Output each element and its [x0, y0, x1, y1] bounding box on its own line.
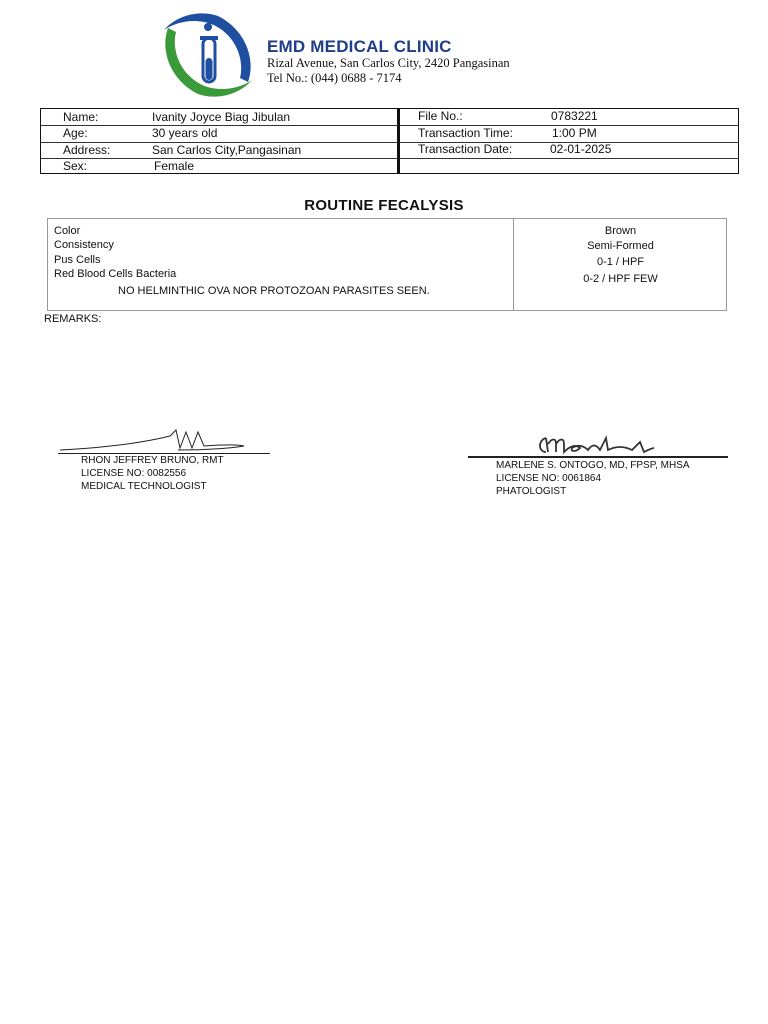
- table-divider: [397, 108, 400, 174]
- transaction-time-label: Transaction Time:: [418, 126, 513, 140]
- signatory-2-license: LICENSE NO: 0061864: [496, 473, 602, 484]
- clinic-name: EMD MEDICAL CLINIC: [267, 37, 452, 56]
- test-title: ROUTINE FECALYSIS: [304, 197, 464, 214]
- row-divider: [41, 125, 398, 126]
- pus-cells-label: Pus Cells: [54, 254, 101, 266]
- clinic-logo: [160, 10, 256, 100]
- name-label: Name:: [63, 110, 99, 124]
- consistency-value: Semi-Formed: [587, 240, 654, 252]
- consistency-label: Consistency: [54, 239, 114, 251]
- clinic-address: Rizal Avenue, San Carlos City, 2420 Pangasinan: [267, 56, 510, 70]
- file-no-value: 0783221: [551, 109, 598, 123]
- signature-2: [536, 432, 656, 458]
- address-value: San Carlos City,Pangasinan: [152, 143, 302, 157]
- signatory-1-title: MEDICAL TECHNOLOGIST: [81, 481, 207, 492]
- signature-line: [468, 456, 728, 458]
- name-value: Ivanity Joyce Biag Jibulan: [152, 110, 291, 124]
- row-divider: [400, 158, 738, 159]
- sex-value: Female: [154, 159, 195, 173]
- remarks-label: REMARKS:: [44, 313, 102, 325]
- clinic-telephone: Tel No.: (044) 0688 - 7174: [267, 71, 402, 85]
- results-table: [47, 218, 727, 311]
- color-label: Color: [54, 225, 81, 237]
- age-value: 30 years old: [152, 126, 218, 140]
- color-value: Brown: [604, 225, 637, 237]
- rbc-bacteria-value: 0-2 / HPF FEW: [583, 273, 658, 285]
- signatory-2-name: MARLENE S. ONTOGO, MD, FPSP, MHSA: [496, 460, 690, 471]
- transaction-date-value: 02-01-2025: [550, 142, 612, 156]
- parasite-note: NO HELMINTHIC OVA NOR PROTOZOAN PARASITES SEEN.: [118, 285, 430, 297]
- transaction-time-value: 1:00 PM: [552, 126, 597, 140]
- sex-label: Sex:: [63, 159, 88, 173]
- row-divider: [41, 158, 398, 159]
- transaction-date-label: Transaction Date:: [418, 142, 513, 156]
- pus-cells-value: 0-1 / HPF: [596, 256, 645, 268]
- signatory-2-title: PHATOLOGIST: [496, 486, 567, 497]
- file-no-label: File No.:: [418, 109, 463, 123]
- patient-info-table: [40, 108, 739, 174]
- address-label: Address:: [63, 143, 111, 157]
- test-tube-icon: [160, 10, 256, 100]
- signatory-1-name: RHON JEFFREY BRUNO, RMT: [81, 455, 224, 466]
- age-label: Age:: [63, 126, 88, 140]
- rbc-bacteria-label: Red Blood Cells Bacteria: [54, 268, 177, 280]
- signatory-1-license: LICENSE NO: 0082556: [81, 468, 187, 479]
